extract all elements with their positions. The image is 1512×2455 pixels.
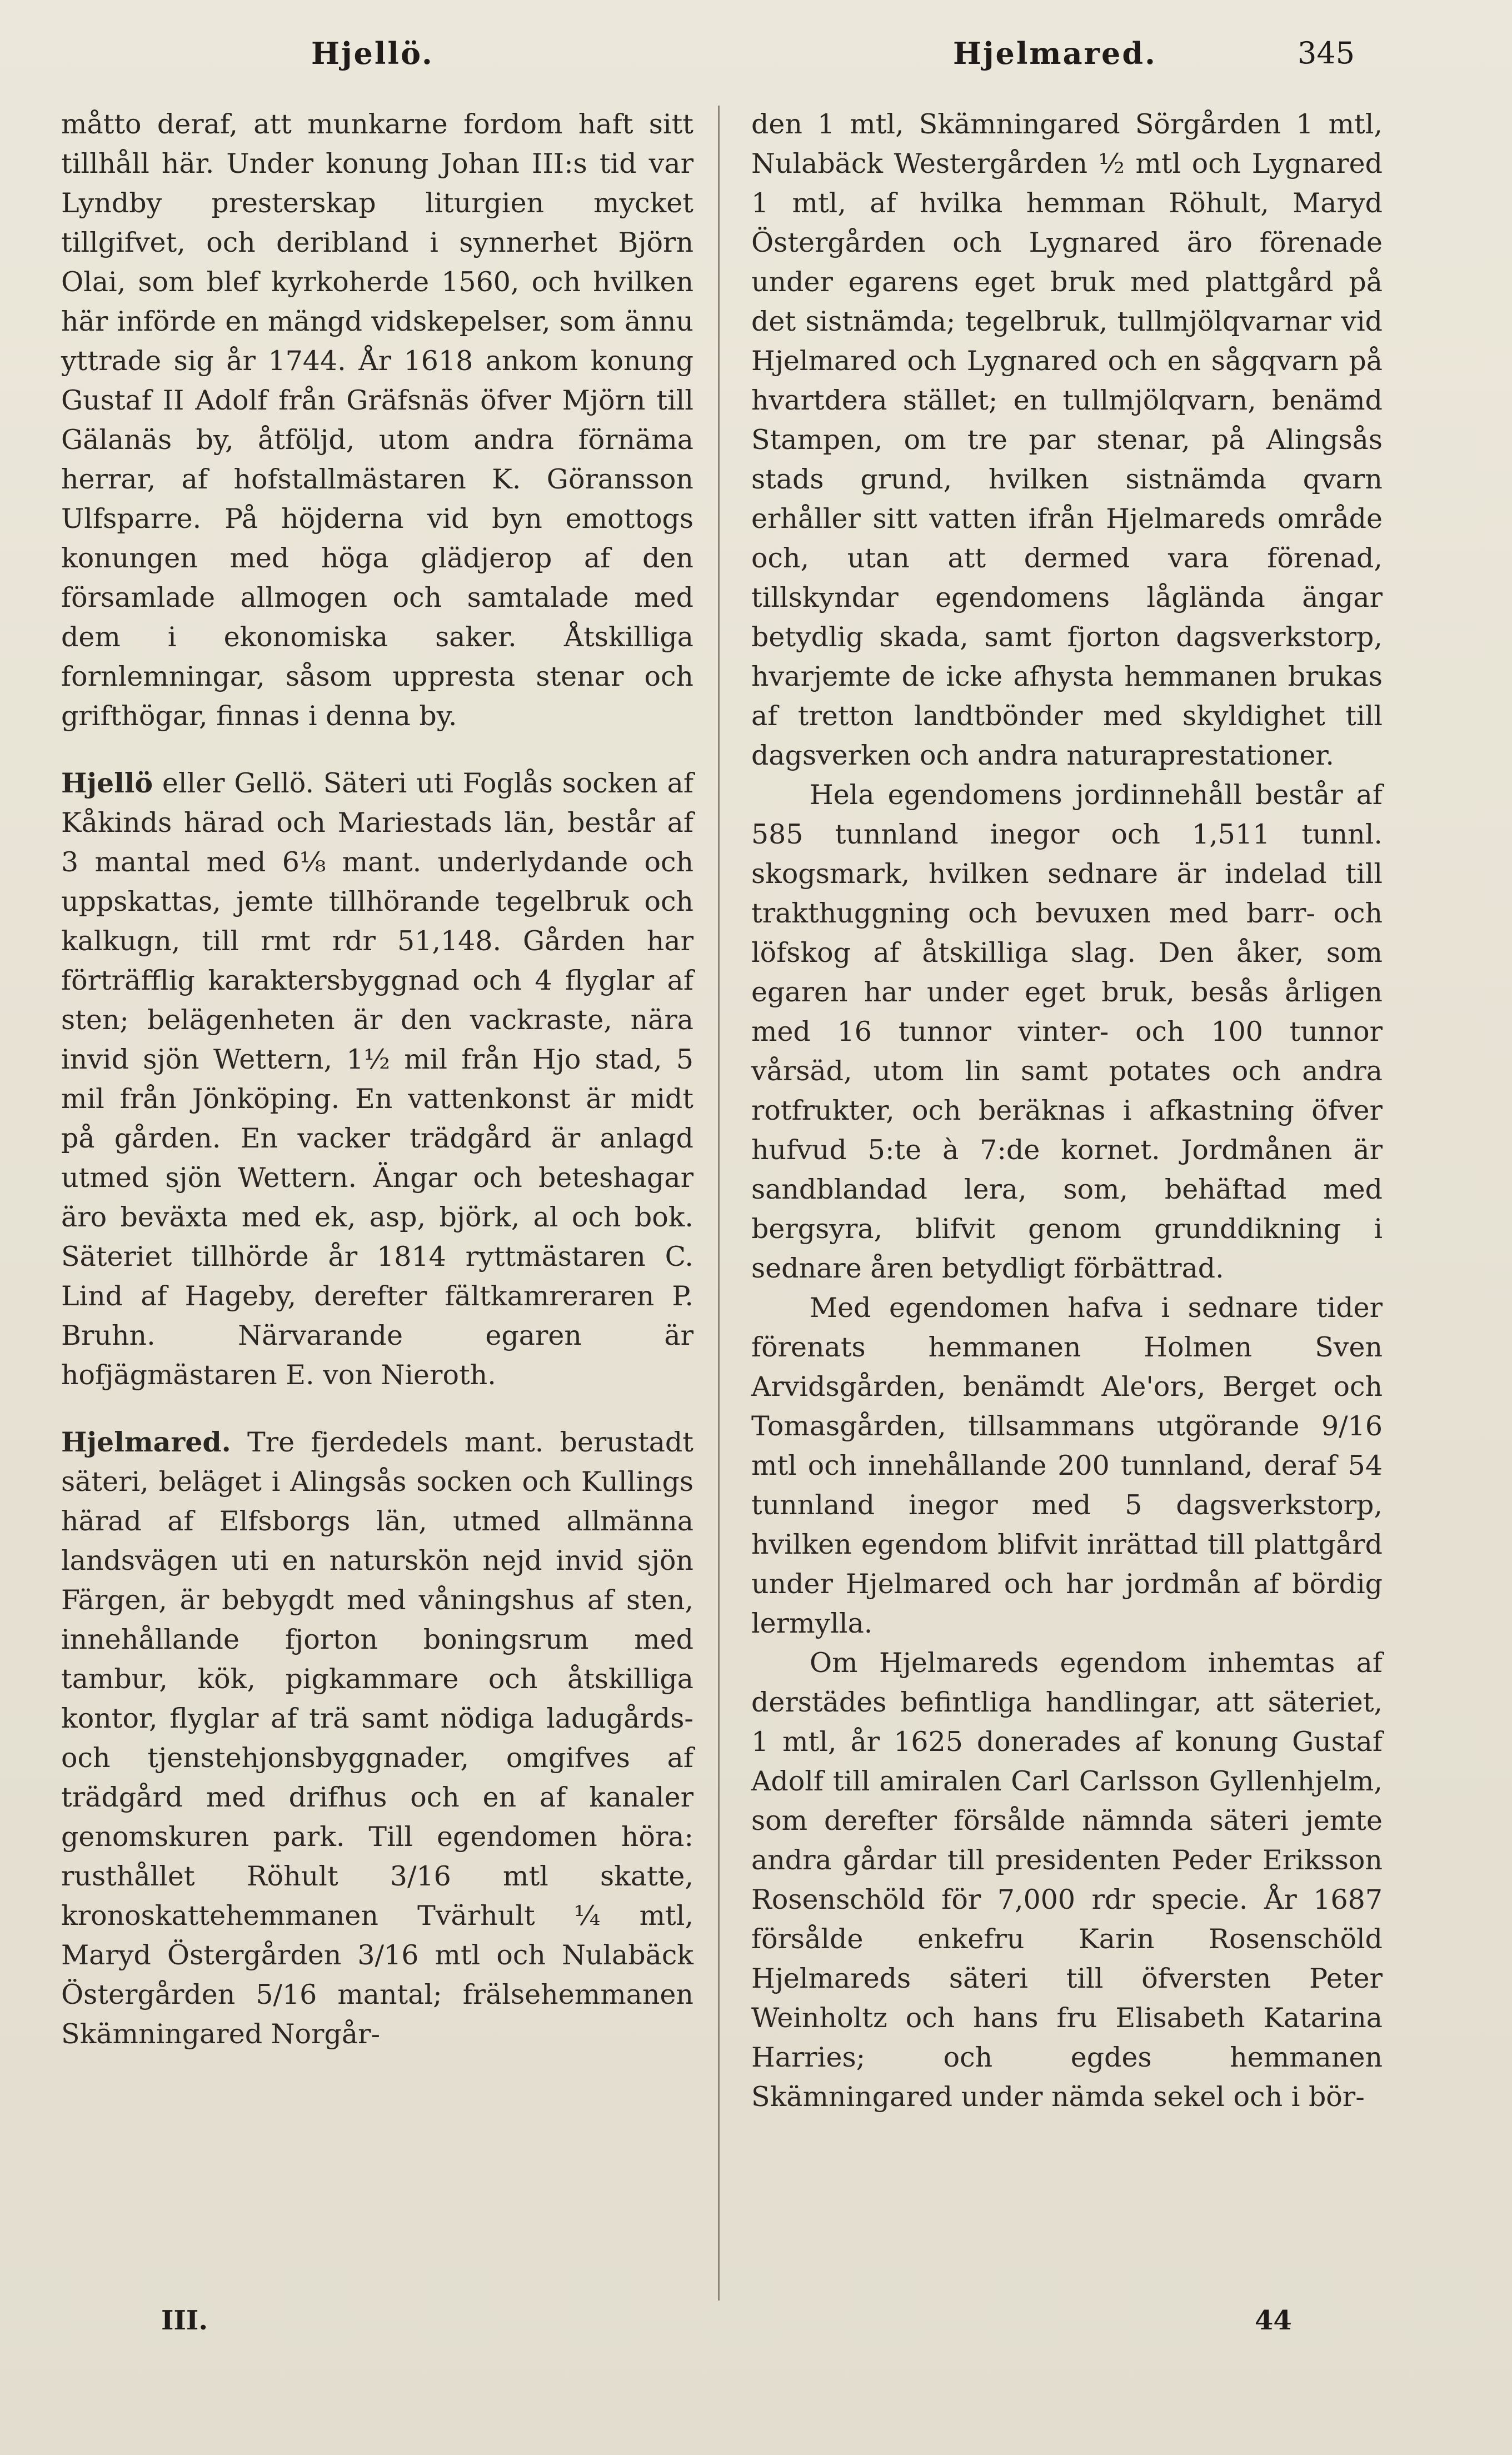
left-column (61, 104, 693, 2054)
entry-hjelmared (61, 1423, 693, 2054)
paragraph-lyndby-continuation (61, 104, 693, 736)
paragraph-text: måtto deraf, att munkarne fordom haft sitt tillhåll här. Under konung Johan III:s tid var Lyndby presterskap liturgien mycket tillgifvet, och deribland i synnerhet Björn Olai, som blef kyrkoherde 1560, och hvilken här införde en mängd vidskepelser, som ännu yttrade sig år 1744. År 1618 ankom konung Gustaf II Adolf från Gräfsnäs öfver Mjörn till Gälanäs by, åtföljd, utom andra förnäma herrar, af hofstallmästaren K. Göransson Ulfsparre. På höjderna vid byn emottogs konungen med höga glädjerop af den församlade allmogen och samtalade med dem i ekonomiska saker. Åtskilliga fornlemningar, såsom uppresta stenar och grifthögar, finnas i denna by. (61, 108, 693, 732)
running-head-left: Hjellö. (311, 36, 434, 71)
paragraph-additions (751, 1288, 1383, 1643)
paragraph-text: eller Gellö. Säteri uti Foglås socken af Kåkinds härad och Mariestads län, består af 3 mantal med 6⅛ mant. underlydande och uppskattas, jemte tillhörande tegelbruk och kalkugn, till rmt rdr 51,148. Gården har förträfflig karaktersbyggnad och 4 flyglar af sten; belägenheten är den vackraste, nära invid sjön Wettern, 1½ mil från Hjo stad, 5 mil från Jönköping. En vattenkonst är midt på gården. En vacker trädgård är anlagd utmed sjön Wettern. Ängar och beteshagar äro beväxta med ek, asp, björk, al och bok. Säteriet tillhörde år 1814 ryttmästaren C. Lind af Hageby, derefter fältkamreraren P. Bruhn. Närvarande egaren är hofjägmästaren E. von Nieroth. (61, 767, 693, 1391)
paragraph-landholding (751, 775, 1383, 1288)
running-head-right: Hjelmared. (953, 36, 1157, 71)
entry-hjello (61, 764, 693, 1395)
paragraph-text: Hela egendomens jordinnehåll består af 585 tunnland inegor och 1,511 tunnl. skogsmark, hvilken sednare är indelad till trakthuggning och bevuxen med barr- och löfskog af åtskilliga slag. Den åker, som egaren har under eget bruk, besås årligen med 16 tunnor vinter- och 100 tunnor vårsäd, utom lin samt potates och andra rotfrukter, och beräknas i afkastning öfver hufvud 5:te à 7:de kornet. Jordmånen är sandblandad lera, som, behäftad med bergsyra, blifvit genom grunddikning i sednare åren betydligt förbättrad. (751, 779, 1383, 1284)
paragraph-text: Tre fjerdedels mant. berustadt säteri, beläget i Alingsås socken och Kullings härad af Elfsborgs län, utmed allmänna landsvägen uti en naturskön nejd invid sjön Färgen, är bebygdt med våningshus af sten, innehållande fjorton boningsrum med tambur, kök, pigkammare och åtskilliga kontor, flyglar af trä samt nödiga ladugårds- och tjenstehjonsbyggnader, omgifves af trädgård med drifhus och en af kanaler genomskuren park. Till egendomen höra: rusthållet Röhult 3/16 mtl skatte, kronoskattehemmanen Tvärhult ¼ mtl, Maryd Östergården 3/16 mtl och Nulabäck Östergården 5/16 mantal; frälsehemmanen Skämningared Norgår- (61, 1426, 693, 2050)
paragraph-text: Med egendomen hafva i sednare tider förenats hemmanen Holmen Sven Arvidsgården, benämdt Ale'ors, Berget och Tomasgården, tillsammans utgörande 9/16 mtl och innehållande 200 tunnland, deraf 54 tunnland inegor med 5 dagsverkstorp, hvilken egendom blifvit inrättad till plattgård under Hjelmared och har jordmån af bördig lermylla. (751, 1292, 1383, 1639)
signature-mark-left: III. (161, 2305, 208, 2336)
paragraph-text: den 1 mtl, Skämningared Sörgården 1 mtl, Nulabäck Westergården ½ mtl och Lygnared 1 mtl, af hvilka hemman Röhult, Maryd Östergården och Lygnared äro förenade under egarens eget bruk med plattgård på det sistnämda; tegelbruk, tullmjölqvarnar vid Hjelmared och Lygnared och en sågqvarn på hvartdera stället; en tullmjölqvarn, benämd Stampen, om tre par stenar, på Alingsås stads grund, hvilken sistnämda qvarn erhåller sitt vatten ifrån Hjelmareds område och, utan att dermed vara förenad, tillskyndar egendomens låglända ängar betydlig skada, samt fjorton dagsverkstorp, hvarjemte de icke afhysta hemmanen brukas af tretton landtbönder med skyldighet till dagsverken och andra naturaprestationer. (751, 108, 1383, 771)
entry-keyword-hjello: Hjellö (61, 767, 153, 799)
page-number: 345 (1298, 36, 1355, 71)
right-column (751, 104, 1383, 2117)
paragraph-text: Om Hjelmareds egendom inhemtas af derstädes befintliga handlingar, att säteriet, 1 mtl, år 1625 donerades af konung Gustaf Adolf till amiralen Carl Carlsson Gyllenhjelm, som derefter försålde nämnda säteri jemte andra gårdar till presidenten Peder Eriksson Rosenschöld för 7,000 rdr specie. År 1687 försålde enkefru Karin Rosenschöld Hjelmareds säteri till öfversten Peter Weinholtz och hans fru Elisabeth Katarina Harries; och egdes hemmanen Skämningared under nämda sekel och i bör- (751, 1647, 1383, 2113)
signature-mark-right: 44 (1255, 2305, 1292, 2336)
paragraph-hjelmared-continuation (751, 104, 1383, 775)
column-divider (718, 106, 720, 2301)
paragraph-history (751, 1643, 1383, 2117)
entry-keyword-hjelmared: Hjelmared. (61, 1426, 231, 1458)
